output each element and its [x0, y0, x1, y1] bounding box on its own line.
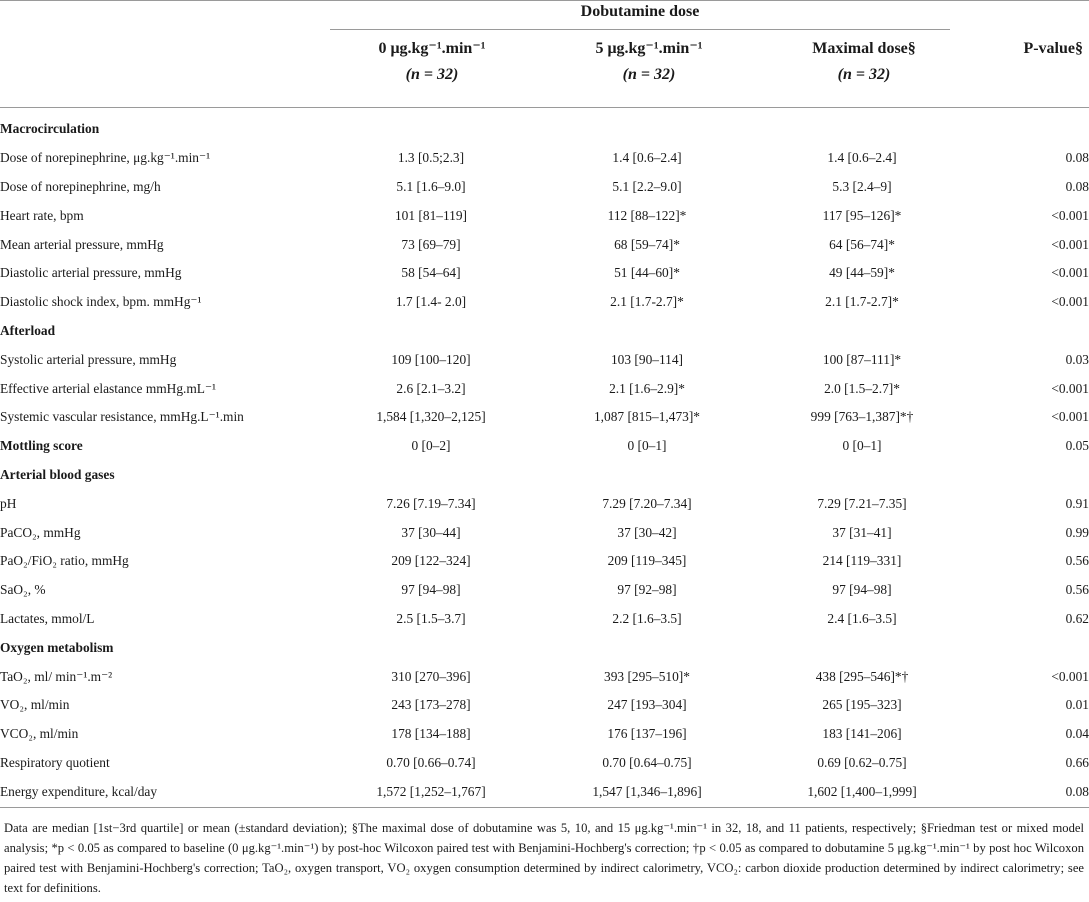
cell-dose-max: 117 [95–126]* [822, 207, 902, 223]
cell-pvalue: 0.03 [1065, 351, 1089, 367]
table-footnote: Data are median [1st−3rd quartile] or mean (±standard deviation); §The maximal dose of dobutamine was 5, 10, and 15 μg.kg⁻¹.min⁻¹ in 32, 18, and 11 patients, respectively; §Friedman test or mixed model analysis; *p < 0.05 as compared to baseline (0 μg.kg⁻¹.min⁻¹) by post-hoc Wilcoxon paired test with Benjamini-Hochberg's correction; †p < 0.05 as compared to dobutamine 5 μg.kg⁻¹.min⁻¹ by post hoc Wilcoxon paired test with Benjamini-Hochberg's correction; TaO₂, oxygen transport, VO₂ oxygen consumption determined by indirect calorimetry, VCO₂: carbon dioxide production determined by indirect calorimetry; see text for definitions. [4, 821, 1084, 895]
cell-dose-5 [538, 633, 756, 662]
cell-dose-0: 1,584 [1,320–2,125] [376, 409, 486, 425]
cell-pvalue: 0.56 [1065, 582, 1089, 598]
row-label: Lactates, mmol/L [0, 610, 95, 626]
row-label: SaO₂, % [0, 582, 46, 598]
cell-dose-max: 49 [44–59]* [829, 265, 895, 281]
cell-pvalue: 0.99 [1065, 524, 1089, 540]
cell-dose-5 [538, 317, 756, 346]
cell-dose-5: 176 [137–196] [607, 726, 687, 742]
cell-dose-0: 243 [173–278] [391, 697, 471, 713]
cell-pvalue: <0.001 [1051, 668, 1089, 684]
table-row [0, 201, 1089, 230]
cell-dose-0: 1,572 [1,252–1,767] [376, 783, 486, 799]
cell-dose-5: 2.2 [1.6–3.5] [612, 610, 682, 626]
cell-dose-5: 2.1 [1.6–2.9]* [609, 380, 685, 396]
row-label: PaCO₂, mmHg [0, 524, 81, 540]
cell-pvalue: <0.001 [1051, 294, 1089, 310]
table-row [0, 345, 1089, 374]
results-table [0, 115, 1089, 806]
cell-dose-max: 5.3 [2.4–9] [832, 178, 892, 194]
cell-dose-0: 310 [270–396] [391, 668, 471, 684]
cell-dose-0: 5.1 [1.6–9.0] [396, 178, 466, 194]
top-rule [0, 0, 1089, 1]
cell-dose-5: 0.70 [0.64–0.75] [602, 754, 692, 770]
row-label: VCO₂, ml/min [0, 726, 79, 742]
row-label: Afterload [0, 322, 56, 338]
cell-dose-0: 37 [30–44] [401, 524, 461, 540]
group-header: Dobutamine dose [580, 3, 700, 20]
cell-dose-0: 58 [54–64] [401, 265, 461, 281]
row-label: Effective arterial elastance mmHg.mL⁻¹ [0, 380, 217, 396]
cell-dose-5: 0 [0–1] [627, 438, 667, 454]
column-header-dose-max [758, 36, 970, 88]
cell-dose-max: 2.4 [1.6–3.5] [827, 610, 897, 626]
cell-dose-5: 112 [88–122]* [607, 207, 687, 223]
table-row [0, 777, 1089, 806]
cell-dose-0: 1.7 [1.4- 2.0] [395, 294, 467, 310]
header-bottom-rule [0, 107, 1089, 108]
cell-dose-max: 37 [31–41] [832, 524, 892, 540]
cell-dose-max: 7.29 [7.21–7.35] [817, 495, 907, 511]
column-header-pvalue: P-value§ [1023, 40, 1083, 57]
cell-pvalue [968, 633, 1089, 662]
column-header-dose-max-label: Maximal dose§ [812, 40, 916, 57]
table-row [0, 749, 1089, 778]
cell-dose-max: 97 [94–98] [832, 582, 892, 598]
cell-pvalue: <0.001 [1051, 207, 1089, 223]
cell-dose-0: 178 [134–188] [391, 726, 471, 742]
cell-dose-5 [538, 115, 756, 144]
cell-dose-0: 2.5 [1.5–3.7] [396, 610, 466, 626]
column-header-dose-0 [326, 36, 538, 88]
table-row [0, 489, 1089, 518]
cell-pvalue: 0.08 [1065, 150, 1089, 166]
cell-dose-5 [538, 461, 756, 490]
cell-dose-max: 0 [0–1] [842, 438, 882, 454]
column-header-dose-5-label: 5 μg.kg⁻¹.min⁻¹ [595, 40, 703, 57]
cell-pvalue [968, 317, 1089, 346]
table-row [0, 576, 1089, 605]
row-label: Energy expenditure, kcal/day [0, 783, 158, 799]
row-label: Systemic vascular resistance, mmHg.L⁻¹.min [0, 409, 244, 425]
row-label: Diastolic shock index, bpm. mmHg⁻¹ [0, 294, 202, 310]
column-header-dose-max-n: (n = 32) [837, 66, 891, 83]
section-row [0, 432, 1089, 461]
cell-dose-0: 97 [94–98] [401, 582, 461, 598]
cell-dose-5: 51 [44–60]* [614, 265, 680, 281]
row-label: Macrocirculation [0, 121, 100, 137]
cell-dose-max: 999 [763–1,387]*† [810, 409, 914, 425]
row-label: VO₂, ml/min [0, 697, 70, 713]
cell-pvalue [968, 115, 1089, 144]
table-row [0, 288, 1089, 317]
cell-dose-5: 247 [193–304] [607, 697, 687, 713]
cell-pvalue: 0.08 [1065, 178, 1089, 194]
table-bottom-rule [0, 807, 1089, 808]
table-row [0, 518, 1089, 547]
row-label: pH [0, 495, 17, 511]
cell-dose-max [756, 115, 968, 144]
cell-dose-max [756, 633, 968, 662]
cell-pvalue: 0.56 [1065, 553, 1089, 569]
cell-dose-0 [324, 115, 538, 144]
column-header-dose-0-label: 0 μg.kg⁻¹.min⁻¹ [378, 40, 486, 57]
section-row [0, 115, 1089, 144]
group-header-rule [330, 29, 950, 30]
section-row [0, 633, 1089, 662]
cell-pvalue: <0.001 [1051, 409, 1089, 425]
cell-dose-5: 68 [59–74]* [614, 236, 680, 252]
cell-pvalue: <0.001 [1051, 265, 1089, 281]
row-label: Mean arterial pressure, mmHg [0, 236, 164, 252]
row-label: Heart rate, bpm [0, 207, 84, 223]
cell-dose-0: 109 [100–120] [391, 351, 471, 367]
table-row [0, 144, 1089, 173]
cell-dose-max: 214 [119–331] [822, 553, 902, 569]
cell-dose-5: 103 [90–114] [610, 351, 684, 367]
cell-dose-max: 2.1 [1.7-2.7]* [825, 294, 899, 310]
cell-dose-max: 0.69 [0.62–0.75] [817, 754, 907, 770]
row-label: Mottling score [0, 438, 83, 454]
cell-dose-max [756, 461, 968, 490]
cell-dose-0: 73 [69–79] [401, 236, 461, 252]
cell-dose-max: 1.4 [0.6–2.4] [827, 150, 897, 166]
cell-pvalue: <0.001 [1051, 236, 1089, 252]
column-header-dose-5-n: (n = 32) [622, 66, 676, 83]
row-label: TaO₂, ml/ min⁻¹.m⁻² [0, 668, 113, 684]
column-header-dose-5 [540, 36, 758, 88]
cell-dose-5: 209 [119–345] [607, 553, 687, 569]
table-row [0, 547, 1089, 576]
row-label: Dose of norepinephrine, mg/h [0, 178, 161, 194]
table-row [0, 173, 1089, 202]
cell-pvalue: 0.01 [1065, 697, 1089, 713]
cell-dose-5: 1.4 [0.6–2.4] [612, 150, 682, 166]
cell-dose-0 [324, 317, 538, 346]
table-row [0, 403, 1089, 432]
cell-dose-max: 1,602 [1,400–1,999] [807, 783, 917, 799]
cell-dose-5: 5.1 [2.2–9.0] [612, 178, 682, 194]
cell-pvalue: 0.05 [1065, 438, 1089, 454]
row-label: Systolic arterial pressure, mmHg [0, 351, 177, 367]
row-label: Arterial blood gases [0, 466, 115, 482]
table-row [0, 259, 1089, 288]
cell-dose-0: 0 [0–2] [411, 438, 451, 454]
table-body [0, 115, 1089, 806]
table-row [0, 374, 1089, 403]
cell-dose-5: 1,547 [1,346–1,896] [592, 783, 702, 799]
cell-dose-max [756, 317, 968, 346]
cell-dose-0: 1.3 [0.5;2.3] [397, 150, 465, 166]
cell-dose-max: 2.0 [1.5–2.7]* [824, 380, 900, 396]
table-row [0, 720, 1089, 749]
table-row [0, 230, 1089, 259]
row-label: PaO₂/FiO₂ ratio, mmHg [0, 553, 129, 569]
column-header-dose-0-n: (n = 32) [405, 66, 459, 83]
row-label: Oxygen metabolism [0, 639, 114, 655]
cell-pvalue: 0.08 [1065, 783, 1089, 799]
cell-dose-0: 101 [81–119] [394, 207, 468, 223]
cell-dose-5: 1,087 [815–1,473]* [593, 409, 700, 425]
cell-pvalue: 0.66 [1065, 754, 1089, 770]
cell-dose-5: 37 [30–42] [617, 524, 677, 540]
cell-dose-max: 64 [56–74]* [829, 236, 895, 252]
cell-dose-0: 2.6 [2.1–3.2] [396, 380, 466, 396]
row-label: Respiratory quotient [0, 754, 110, 770]
cell-dose-max: 100 [87–111]* [822, 351, 902, 367]
cell-pvalue [968, 461, 1089, 490]
cell-pvalue: <0.001 [1051, 380, 1089, 396]
cell-dose-0: 0.70 [0.66–0.74] [386, 754, 476, 770]
section-row [0, 461, 1089, 490]
row-label: Dose of norepinephrine, μg.kg⁻¹.min⁻¹ [0, 150, 211, 166]
cell-dose-0 [324, 633, 538, 662]
cell-dose-5: 393 [295–510]* [604, 668, 690, 684]
table-row [0, 691, 1089, 720]
section-row [0, 317, 1089, 346]
table-row [0, 605, 1089, 634]
cell-dose-max: 265 [195–323] [822, 697, 902, 713]
cell-pvalue: 0.04 [1065, 726, 1089, 742]
cell-dose-5: 2.1 [1.7-2.7]* [610, 294, 684, 310]
cell-dose-max: 183 [141–206] [822, 726, 902, 742]
cell-pvalue: 0.91 [1065, 495, 1089, 511]
cell-dose-max: 438 [295–546]*† [815, 668, 909, 684]
cell-dose-5: 7.29 [7.20–7.34] [602, 495, 692, 511]
cell-dose-0: 7.26 [7.19–7.34] [386, 495, 476, 511]
cell-dose-0 [324, 461, 538, 490]
cell-dose-0: 209 [122–324] [391, 553, 471, 569]
cell-pvalue: 0.62 [1065, 610, 1089, 626]
row-label: Diastolic arterial pressure, mmHg [0, 265, 182, 281]
table-row [0, 662, 1089, 691]
cell-dose-5: 97 [92–98] [617, 582, 677, 598]
